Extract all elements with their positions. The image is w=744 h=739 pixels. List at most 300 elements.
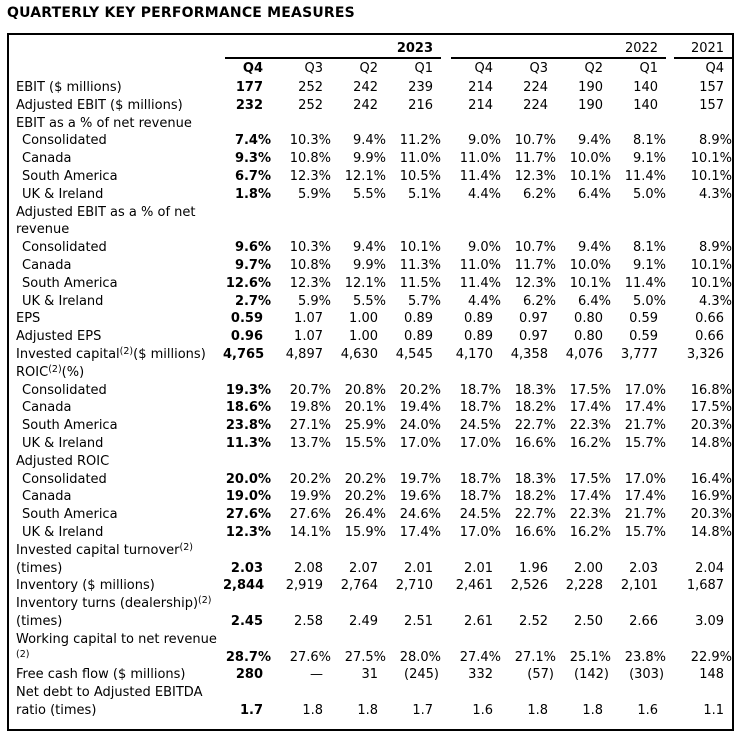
- table-row: [9, 310, 732, 328]
- value-cell: 6.2%: [522, 186, 556, 202]
- percent-sign: %: [257, 507, 271, 523]
- value-cell: 18.7%: [459, 489, 501, 505]
- value-cell: 17.4%: [624, 489, 667, 505]
- value-cell: 2.49: [349, 613, 378, 629]
- value-cell: 1.6: [637, 702, 659, 718]
- table-row: [9, 399, 732, 417]
- table-row: [9, 595, 732, 631]
- year-label: 2023: [396, 41, 433, 56]
- value-cell: 10.5%: [399, 168, 441, 184]
- empty-cell: [223, 453, 732, 471]
- row-label: Invested capital turnover$^{(2)}$ (times): [16, 541, 193, 576]
- value-cell: (303): [629, 667, 665, 683]
- value-cell: 0.97: [519, 311, 548, 327]
- value-cell: 9.1%: [632, 257, 667, 273]
- value-cell: 2.52: [519, 613, 548, 629]
- percent-sign: %: [543, 168, 556, 184]
- value-cell: 2.7%: [234, 293, 271, 309]
- value-cell: 16.9%: [690, 489, 733, 505]
- table-row: [9, 239, 732, 257]
- percent-sign: %: [543, 489, 556, 505]
- value-cell: 2.58: [294, 613, 323, 629]
- value-cell: 19.4%: [399, 400, 441, 416]
- percent-sign: %: [598, 400, 611, 416]
- kpi-table-container: [7, 33, 734, 731]
- table-row: [9, 577, 732, 595]
- value-cell: 17.5%: [690, 400, 733, 416]
- year-header-row: [9, 39, 732, 59]
- quarter-header: Q4: [474, 61, 493, 76]
- value-cell: 11.0%: [399, 151, 441, 167]
- value-cell: 177: [235, 80, 263, 95]
- value-cell: 17.5%: [569, 382, 611, 398]
- value-cell: 10.1%: [690, 275, 733, 291]
- percent-sign: %: [719, 240, 733, 256]
- value-cell: 10.8%: [289, 151, 331, 167]
- value-cell: 252: [298, 80, 323, 95]
- percent-sign: %: [598, 382, 611, 398]
- row-label: Adjusted EBIT ($ millions): [16, 97, 183, 113]
- value-cell: 17.4%: [624, 400, 667, 416]
- row-label: Canada: [22, 489, 72, 505]
- value-cell: 4.4%: [467, 293, 501, 309]
- percent-sign: %: [373, 400, 386, 416]
- value-cell: 1.07: [294, 329, 323, 345]
- quarter-header: Q1: [639, 61, 659, 76]
- value-cell: 17.5%: [569, 471, 611, 487]
- percent-sign: %: [257, 524, 271, 540]
- percent-sign: %: [373, 168, 386, 184]
- percent-sign: %: [373, 293, 386, 309]
- percent-sign: %: [543, 649, 556, 665]
- row-label: Working capital to net revenue $^{(2)}$: [16, 631, 217, 660]
- table-row: [9, 453, 732, 471]
- value-cell: 2.00: [574, 560, 603, 576]
- value-cell: 148: [699, 667, 725, 683]
- value-cell: 1.8: [357, 702, 378, 718]
- percent-sign: %: [543, 400, 556, 416]
- value-cell: (245): [404, 667, 439, 683]
- quarter-header: Q1: [414, 61, 433, 76]
- row-label: Adjusted EBIT as a % of net revenue: [16, 204, 196, 238]
- value-cell: 5.0%: [632, 186, 667, 202]
- row-label: Canada: [22, 257, 72, 273]
- table-row: [9, 79, 732, 97]
- value-cell: 19.7%: [399, 471, 441, 487]
- value-cell: 1.1: [703, 702, 725, 718]
- value-cell: 11.0%: [459, 257, 501, 273]
- value-cell: 4,897: [285, 346, 323, 362]
- value-cell: 12.1%: [344, 168, 386, 184]
- percent-sign: %: [488, 168, 501, 184]
- value-cell: 20.3%: [690, 418, 733, 434]
- table-row: [9, 382, 732, 400]
- value-cell: 20.0%: [225, 471, 271, 487]
- value-cell: 23.8%: [624, 649, 667, 665]
- value-cell: 252: [298, 97, 323, 113]
- percent-sign: %: [428, 400, 441, 416]
- value-cell: 15.7%: [624, 524, 667, 540]
- value-cell: 9.3%: [234, 151, 271, 167]
- percent-sign: %: [543, 471, 556, 487]
- value-cell: 2.01: [464, 560, 493, 576]
- value-cell: 2,710: [395, 578, 433, 594]
- value-cell: 19.3%: [225, 382, 271, 398]
- value-cell: 1.8: [302, 702, 323, 718]
- value-cell: 11.4%: [459, 275, 501, 291]
- value-cell: 19.9%: [289, 489, 331, 505]
- value-cell: 17.0%: [624, 471, 667, 487]
- value-cell: 27.1%: [514, 649, 556, 665]
- value-cell: 2,526: [510, 578, 548, 594]
- kpi-table: [9, 39, 732, 720]
- percent-sign: %: [719, 524, 733, 540]
- value-cell: 25.1%: [569, 649, 611, 665]
- value-cell: 2.03: [629, 560, 659, 576]
- percent-sign: %: [488, 240, 501, 256]
- percent-sign: %: [543, 151, 556, 167]
- percent-sign: %: [653, 257, 667, 273]
- row-label: EBIT as a % of net revenue: [16, 115, 192, 131]
- value-cell: 1.07: [294, 311, 323, 327]
- row-label: Adjusted ROIC: [16, 453, 110, 469]
- percent-sign: %: [428, 435, 441, 451]
- value-cell: 27.5%: [344, 649, 386, 665]
- value-cell: 27.4%: [459, 649, 501, 665]
- value-cell: 2.04: [695, 560, 725, 576]
- percent-sign: %: [428, 471, 441, 487]
- table-row: [9, 542, 732, 578]
- value-cell: 9.9%: [352, 151, 386, 167]
- percent-sign: %: [257, 400, 271, 416]
- percent-sign: %: [719, 186, 733, 202]
- value-cell: 1.96: [519, 560, 548, 576]
- table-row: [9, 364, 732, 382]
- percent-sign: %: [598, 257, 611, 273]
- row-label: ROIC$^{(2)}$(%): [16, 363, 85, 380]
- percent-sign: %: [318, 293, 331, 309]
- value-cell: 280: [235, 667, 263, 683]
- table-row: [9, 168, 732, 186]
- percent-sign: %: [257, 649, 271, 665]
- value-cell: 10.0%: [569, 257, 611, 273]
- value-cell: 9.4%: [577, 133, 611, 149]
- percent-sign: %: [598, 418, 611, 434]
- year-label: 2021: [690, 41, 725, 56]
- value-cell: 157: [699, 97, 725, 113]
- percent-sign: %: [653, 186, 667, 202]
- value-cell: 20.2%: [344, 471, 386, 487]
- percent-sign: %: [488, 489, 501, 505]
- value-cell: 0.59: [629, 311, 659, 327]
- table-row: [9, 631, 732, 667]
- value-cell: 11.7%: [514, 151, 556, 167]
- value-cell: 4.3%: [698, 293, 733, 309]
- percent-sign: %: [653, 382, 667, 398]
- percent-sign: %: [428, 418, 441, 434]
- percent-sign: %: [653, 400, 667, 416]
- percent-sign: %: [488, 257, 501, 273]
- year-group-2021: [666, 39, 732, 59]
- value-cell: 17.0%: [459, 524, 501, 540]
- row-label: UK & Ireland: [22, 186, 104, 202]
- value-cell: 224: [523, 80, 548, 95]
- value-cell: 232: [235, 97, 263, 113]
- value-cell: 16.8%: [690, 382, 733, 398]
- percent-sign: %: [318, 168, 331, 184]
- value-cell: 19.8%: [289, 400, 331, 416]
- value-cell: 4.4%: [467, 186, 501, 202]
- percent-sign: %: [373, 240, 386, 256]
- value-cell: 2.03: [230, 560, 263, 576]
- value-cell: 28.0%: [399, 649, 441, 665]
- value-cell: 9.4%: [352, 240, 386, 256]
- percent-sign: %: [598, 293, 611, 309]
- value-cell: 2,228: [565, 578, 603, 594]
- percent-sign: %: [653, 275, 667, 291]
- value-cell: 9.4%: [352, 133, 386, 149]
- percent-sign: %: [598, 435, 611, 451]
- row-label: Canada: [22, 400, 72, 416]
- value-cell: 9.0%: [467, 240, 501, 256]
- value-cell: 239: [408, 80, 433, 95]
- value-cell: 21.7%: [624, 418, 667, 434]
- value-cell: 4,545: [395, 346, 433, 362]
- value-cell: 11.3%: [399, 257, 441, 273]
- quarter-header: Q2: [359, 61, 378, 76]
- value-cell: 1.7: [239, 702, 263, 718]
- quarter-header-row: [9, 59, 732, 79]
- value-cell: 8.1%: [632, 240, 667, 256]
- value-cell: 2.61: [464, 613, 493, 629]
- footnote-marker: (2): [16, 648, 30, 660]
- quarter-header: Q4: [242, 61, 263, 76]
- value-cell: 20.2%: [399, 382, 441, 398]
- value-cell: 5.0%: [632, 293, 667, 309]
- percent-sign: %: [598, 186, 611, 202]
- percent-sign: %: [373, 151, 386, 167]
- value-cell: 18.2%: [514, 400, 556, 416]
- value-cell: 17.4%: [399, 524, 441, 540]
- percent-sign: %: [598, 240, 611, 256]
- percent-sign: %: [653, 471, 667, 487]
- percent-sign: %: [257, 418, 271, 434]
- percent-sign: %: [428, 382, 441, 398]
- percent-sign: %: [488, 507, 501, 523]
- value-cell: 242: [353, 97, 378, 113]
- value-cell: 17.0%: [459, 435, 501, 451]
- closing-paren: ): [433, 667, 439, 683]
- value-cell: 9.7%: [234, 257, 271, 273]
- percent-sign: %: [428, 133, 441, 149]
- year-underline: [674, 40, 732, 59]
- quarter-header: Q2: [584, 61, 603, 76]
- percent-sign: %: [318, 257, 331, 273]
- percent-sign: %: [318, 382, 331, 398]
- value-cell: 12.3%: [514, 275, 556, 291]
- value-cell: (57): [527, 667, 554, 683]
- value-cell: 5.1%: [407, 186, 441, 202]
- percent-sign: %: [598, 151, 611, 167]
- value-cell: 0.89: [404, 329, 433, 345]
- percent-sign: %: [653, 168, 667, 184]
- value-cell: 5.9%: [297, 186, 331, 202]
- value-cell: 14.8%: [690, 524, 733, 540]
- value-cell: 0.66: [695, 311, 725, 327]
- row-label: EPS: [16, 311, 41, 327]
- value-cell: 4.3%: [698, 186, 733, 202]
- value-cell: 9.9%: [352, 257, 386, 273]
- value-cell: 3,777: [620, 346, 659, 362]
- empty-cell: [223, 364, 732, 382]
- value-cell: 216: [408, 97, 433, 113]
- percent-sign: %: [318, 240, 331, 256]
- value-cell: 27.1%: [289, 418, 331, 434]
- value-cell: 16.2%: [569, 435, 611, 451]
- percent-sign: %: [318, 489, 331, 505]
- percent-sign: %: [598, 133, 611, 149]
- percent-sign: %: [428, 151, 441, 167]
- percent-sign: %: [428, 168, 441, 184]
- percent-sign: %: [373, 418, 386, 434]
- percent-sign: %: [488, 186, 501, 202]
- value-cell: 10.3%: [289, 133, 331, 149]
- value-cell: 15.9%: [344, 524, 386, 540]
- header-corner-cell: [9, 39, 223, 59]
- year-group-2022: [441, 39, 666, 59]
- value-cell: 24.5%: [459, 418, 501, 434]
- year-group-2023: [223, 39, 441, 59]
- value-cell: 21.7%: [624, 507, 667, 523]
- quarter-header: Q3: [529, 61, 548, 76]
- row-label: Net debt to Adjusted EBITDA ratio (times): [16, 685, 203, 718]
- percent-sign: %: [598, 507, 611, 523]
- percent-sign: %: [373, 257, 386, 273]
- value-cell: 16.6%: [514, 435, 556, 451]
- value-cell: 12.3%: [289, 275, 331, 291]
- value-cell: 2,764: [340, 578, 378, 594]
- year-underline: [225, 40, 441, 59]
- value-cell: 15.7%: [624, 435, 667, 451]
- percent-sign: %: [543, 293, 556, 309]
- value-cell: 24.6%: [399, 507, 441, 523]
- value-cell: 27.6%: [225, 507, 271, 523]
- value-cell: 1.00: [349, 329, 378, 345]
- value-cell: 18.3%: [514, 382, 556, 398]
- value-cell: 18.2%: [514, 489, 556, 505]
- table-row: [9, 257, 732, 275]
- percent-sign: %: [318, 471, 331, 487]
- value-cell: 24.0%: [399, 418, 441, 434]
- percent-sign: %: [719, 649, 733, 665]
- value-cell: 10.7%: [514, 133, 556, 149]
- value-cell: 9.4%: [577, 240, 611, 256]
- value-cell: 12.3%: [225, 524, 271, 540]
- value-cell: 22.7%: [514, 507, 556, 523]
- value-cell: 31: [361, 667, 378, 683]
- percent-sign: %: [428, 257, 441, 273]
- value-cell: 1.7: [412, 702, 433, 718]
- percent-sign: %: [653, 293, 667, 309]
- value-cell: 6.4%: [577, 293, 611, 309]
- value-cell: 2.45: [230, 613, 263, 629]
- percent-sign: %: [257, 489, 271, 505]
- table-row: [9, 417, 732, 435]
- footnote-marker: (2): [48, 363, 62, 375]
- percent-sign: %: [719, 151, 733, 167]
- percent-sign: %: [653, 151, 667, 167]
- table-row: [9, 132, 732, 150]
- value-cell: 12.6%: [225, 275, 271, 291]
- value-cell: 9.1%: [632, 151, 667, 167]
- percent-sign: %: [428, 275, 441, 291]
- value-cell: 10.0%: [569, 151, 611, 167]
- value-cell: 20.8%: [344, 382, 386, 398]
- percent-sign: %: [543, 240, 556, 256]
- table-row: [9, 346, 732, 364]
- percent-sign: %: [373, 507, 386, 523]
- value-cell: 17.4%: [569, 489, 611, 505]
- percent-sign: %: [598, 275, 611, 291]
- row-label: Adjusted EPS: [16, 329, 102, 345]
- row-label: South America: [22, 168, 118, 184]
- percent-sign: %: [373, 649, 386, 665]
- percent-sign: %: [373, 186, 386, 202]
- value-cell: 10.1%: [569, 275, 611, 291]
- table-row: [9, 524, 732, 542]
- value-cell: 20.2%: [289, 471, 331, 487]
- value-cell: 18.7%: [459, 400, 501, 416]
- footnote-marker: (2): [179, 541, 193, 553]
- value-cell: 4,358: [510, 346, 548, 362]
- table-row: [9, 150, 732, 168]
- value-cell: 20.1%: [344, 400, 386, 416]
- value-cell: 6.7%: [234, 168, 271, 184]
- percent-sign: %: [373, 382, 386, 398]
- percent-sign: %: [318, 275, 331, 291]
- percent-sign: %: [653, 507, 667, 523]
- percent-sign: %: [373, 489, 386, 505]
- percent-sign: %: [598, 524, 611, 540]
- empty-cell: [223, 204, 732, 240]
- value-cell: 0.97: [519, 329, 548, 345]
- value-cell: 2,919: [285, 578, 323, 594]
- percent-sign: %: [719, 275, 733, 291]
- row-label: Free cash flow ($ millions): [16, 667, 186, 683]
- percent-sign: %: [373, 435, 386, 451]
- value-cell: 0.66: [695, 329, 725, 345]
- table-body: [9, 79, 732, 720]
- value-cell: 24.5%: [459, 507, 501, 523]
- percent-sign: %: [428, 507, 441, 523]
- percent-sign: %: [719, 418, 733, 434]
- row-label: UK & Ireland: [22, 293, 104, 309]
- value-cell: 16.6%: [514, 524, 556, 540]
- percent-sign: %: [488, 649, 501, 665]
- percent-sign: %: [543, 524, 556, 540]
- percent-sign: %: [428, 649, 441, 665]
- value-cell: 25.9%: [344, 418, 386, 434]
- value-cell: (142): [574, 667, 609, 683]
- closing-paren: ): [603, 667, 609, 683]
- value-cell: 0.89: [464, 329, 493, 345]
- value-cell: 22.3%: [569, 507, 611, 523]
- value-cell: 4,765: [223, 346, 265, 362]
- value-cell: 16.2%: [569, 524, 611, 540]
- percent-sign: %: [488, 151, 501, 167]
- row-label: South America: [22, 418, 118, 434]
- percent-sign: %: [318, 400, 331, 416]
